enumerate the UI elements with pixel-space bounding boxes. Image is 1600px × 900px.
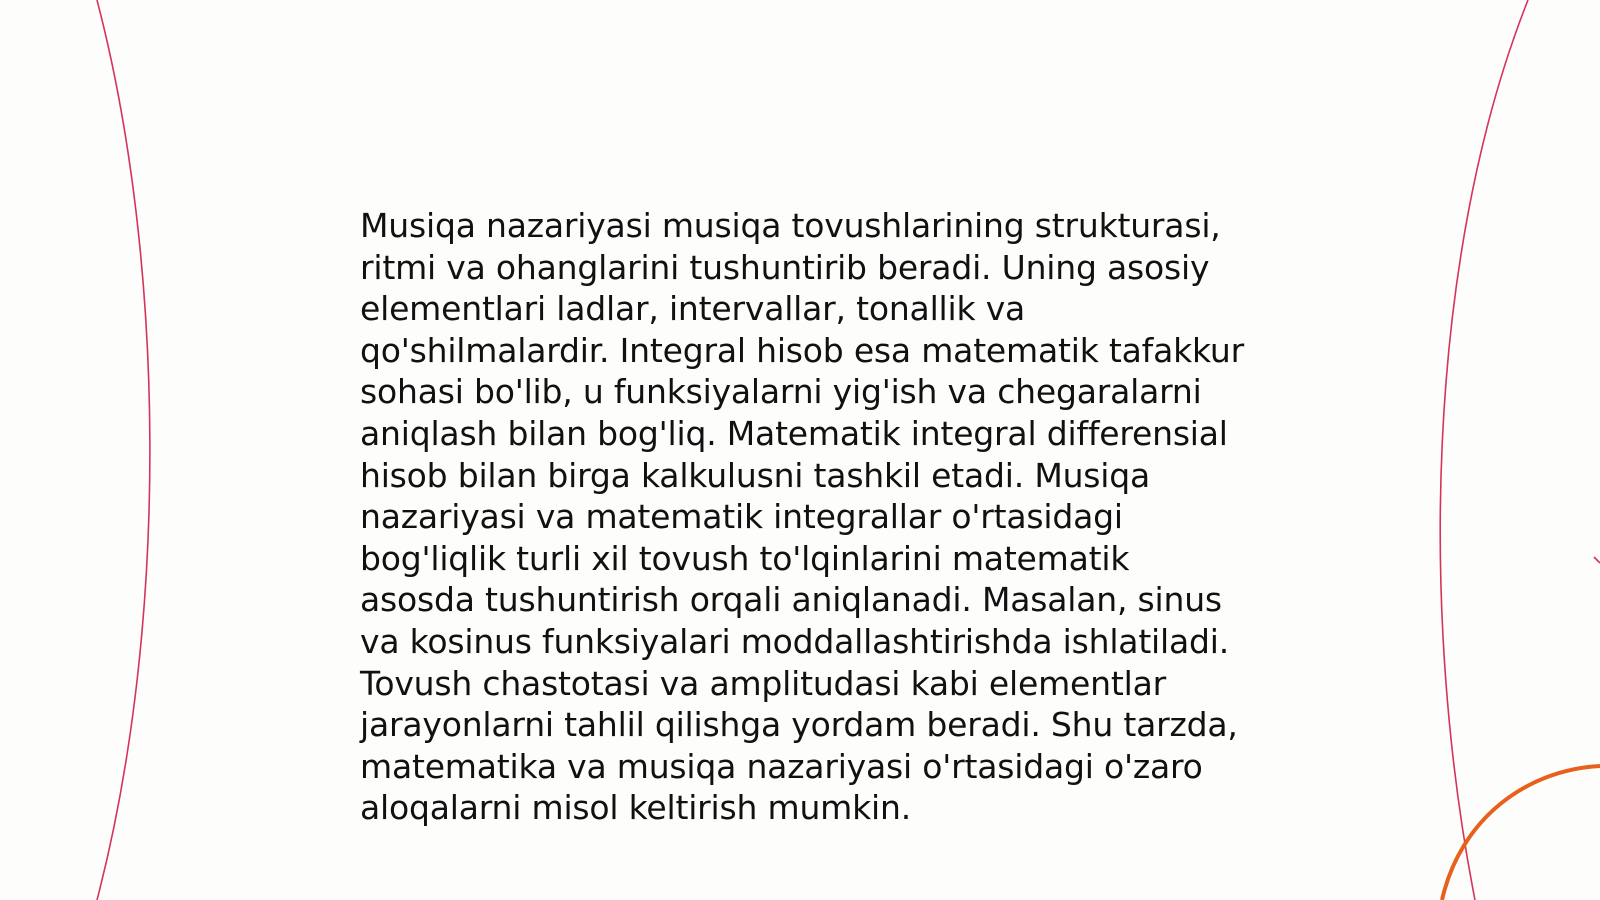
body-paragraph: Musiqa nazariyasi musiqa tovushlarining strukturasi, ritmi va ohanglarini tushuntirib beradi. Uning asosiy elementlari ladlar, intervallar, tonallik va qo'shilmalardir. Integral hisob esa matematik tafakkur sohasi bo'lib, u funksiyalarni yig'ish va chegaralarni aniqlash bilan bog'liq. Matematik integral differensial hisob bilan birga kalkulusni tashkil etadi. Musiqa nazariyasi va matematik integrallar o'rtasidagi bog'liqlik turli xil tovush to'lqinlarini matematik asosda tushuntirish orqali aniqlanadi. Masalan, sinus va kosinus funksiyalari moddallashtirishda ishlatiladi. Tovush chastotasi va amplitudasi kabi elementlar jarayonlarni tahlil qilishga yordam beradi. Shu tarzda, matematika va musiqa nazariyasi o'rtasidagi o'zaro aloqalarni misol keltirish mumkin. (360, 206, 1245, 828)
corner-arc-icon (1442, 766, 1600, 900)
right-curve-icon (1440, 0, 1528, 900)
left-curve-icon (97, 0, 150, 900)
edge-mark-icon (1594, 557, 1600, 563)
